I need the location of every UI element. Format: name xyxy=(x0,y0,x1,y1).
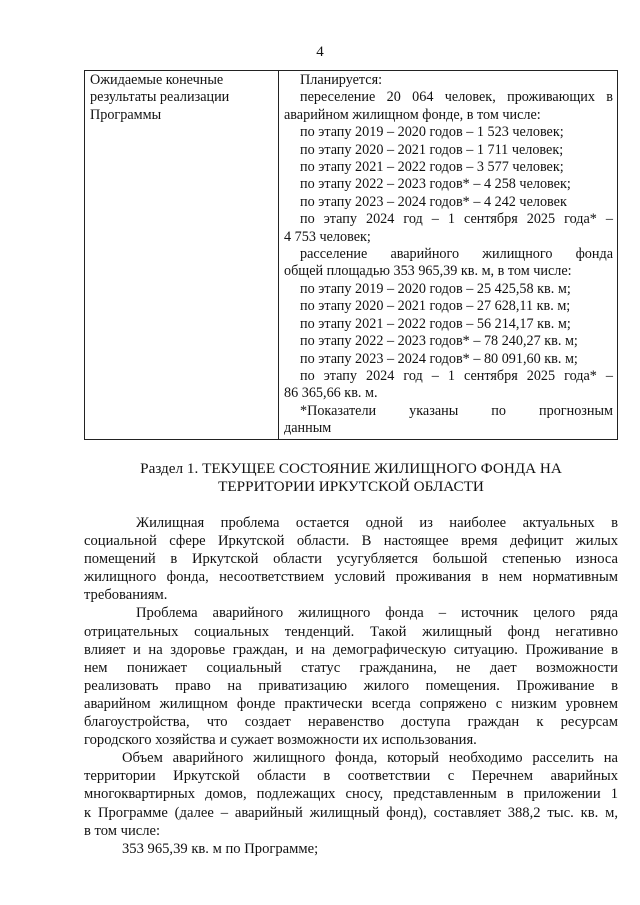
paragraph-line: 353 965,39 кв. м по Программе; xyxy=(122,840,319,857)
paragraph-line: в том числе: xyxy=(84,822,161,839)
label-line: результаты реализации xyxy=(90,89,230,106)
page-number: 4 xyxy=(316,44,324,60)
value-line: по этапу 2023 – 2024 годов* – 4 242 человек xyxy=(300,193,567,210)
value-line: переселение 20 064 человек, проживающих в xyxy=(300,89,613,106)
value-line: по этапу 2022 – 2023 годов* – 78 240,27 кв. м; xyxy=(300,333,578,350)
value-line: 86 365,66 кв. м. xyxy=(284,385,378,402)
value-line: по этапу 2019 – 2020 годов – 1 523 человек; xyxy=(300,124,564,141)
section-title xyxy=(84,460,618,496)
paragraph-line: социальной сфере Иркутской области. В настоящее время дефицит жилых xyxy=(84,533,618,550)
value-line: по этапу 2020 – 2021 годов – 1 711 человек; xyxy=(300,141,564,158)
paragraph-line: нем понижает социальный статус гражданина, не дает возможности xyxy=(84,659,618,676)
section-title-line: ТЕРРИТОРИИ ИРКУТСКОЙ ОБЛАСТИ xyxy=(218,478,484,495)
value-line: по этапу 2020 – 2021 годов – 27 628,11 кв. м; xyxy=(300,298,571,315)
value-line: Планируется: xyxy=(300,72,383,88)
value-line: *Показатели указаны по прогнозным xyxy=(300,402,613,419)
table-value-cell xyxy=(279,71,618,440)
value-line: аварийном жилищном фонде, в том числе: xyxy=(284,106,541,123)
table-label-cell xyxy=(85,71,279,440)
value-line: по этапу 2019 – 2020 годов – 25 425,58 кв. м; xyxy=(300,280,571,297)
value-line: по этапу 2022 – 2023 годов* – 4 258 человек; xyxy=(300,176,571,193)
label-line: Ожидаемые конечные xyxy=(90,72,224,88)
paragraph-line: городского хозяйства и сужает возможности их использования. xyxy=(84,732,477,749)
program-results-table xyxy=(84,70,618,440)
value-line: по этапу 2023 – 2024 годов* – 80 091,60 кв. м; xyxy=(300,350,578,367)
value-line: общей площадью 353 965,39 кв. м, в том числе: xyxy=(284,263,572,280)
paragraph-line: аварийном жилищном фонде практически всегда сопряжено с низким уровнем xyxy=(84,695,618,712)
value-line: 4 753 человек; xyxy=(284,228,371,245)
paragraph-line: благоустройства, что создает неравенство доступа граждан к ресурсам xyxy=(84,714,618,731)
value-line: расселение аварийного жилищного фонда xyxy=(300,246,613,263)
paragraph-line: жилищного фонда, несоответствием условий проживания в нем нормативным xyxy=(84,569,618,586)
value-line: по этапу 2024 год – 1 сентября 2025 года* – xyxy=(300,211,613,228)
table-row xyxy=(85,71,618,440)
value-line: по этапу 2021 – 2022 годов – 56 214,17 кв. м; xyxy=(300,315,571,332)
paragraph-line: Объем аварийного жилищного фонда, который необходимо расселить на xyxy=(122,750,618,767)
paragraph-line: к Программе (далее – аварийный жилищный фонд), составляет 388,2 тыс. кв. м, xyxy=(84,804,618,821)
value-line: данным xyxy=(284,420,332,437)
value-line: по этапу 2021 – 2022 годов – 3 577 человек; xyxy=(300,159,564,176)
paragraph-line: помещений в Иркутской области усугубляется большой степенью износа xyxy=(84,551,618,568)
value-line: по этапу 2024 год – 1 сентября 2025 года* – xyxy=(300,367,613,384)
paragraph-line: территории Иркутской области в соответствии с Перечнем аварийных xyxy=(84,768,618,785)
paragraph-line: многоквартирных домов, подлежащих сносу, представленным в приложении 1 xyxy=(84,786,618,803)
paragraph-line: влияет и на здоровье граждан, и на демографическую ситуацию. Проживание в xyxy=(84,641,618,658)
section-title-line: Раздел 1. ТЕКУЩЕЕ СОСТОЯНИЕ ЖИЛИЩНОГО ФОНДА НА xyxy=(140,460,562,477)
body-text xyxy=(84,514,618,858)
paragraph-line: Жилищная проблема остается одной из наиболее актуальных в xyxy=(136,515,618,531)
paragraph-line: Проблема аварийного жилищного фонда – источник целого ряда xyxy=(136,605,618,622)
paragraph-line: отрицательных социальных тенденций. Такой жилищный фонд негативно xyxy=(84,623,618,640)
label-line: Программы xyxy=(90,106,162,123)
paragraph-line: реализовать право на приватизацию жилого помещения. Проживание в xyxy=(84,677,618,694)
paragraph-line: требованиям. xyxy=(84,587,168,604)
